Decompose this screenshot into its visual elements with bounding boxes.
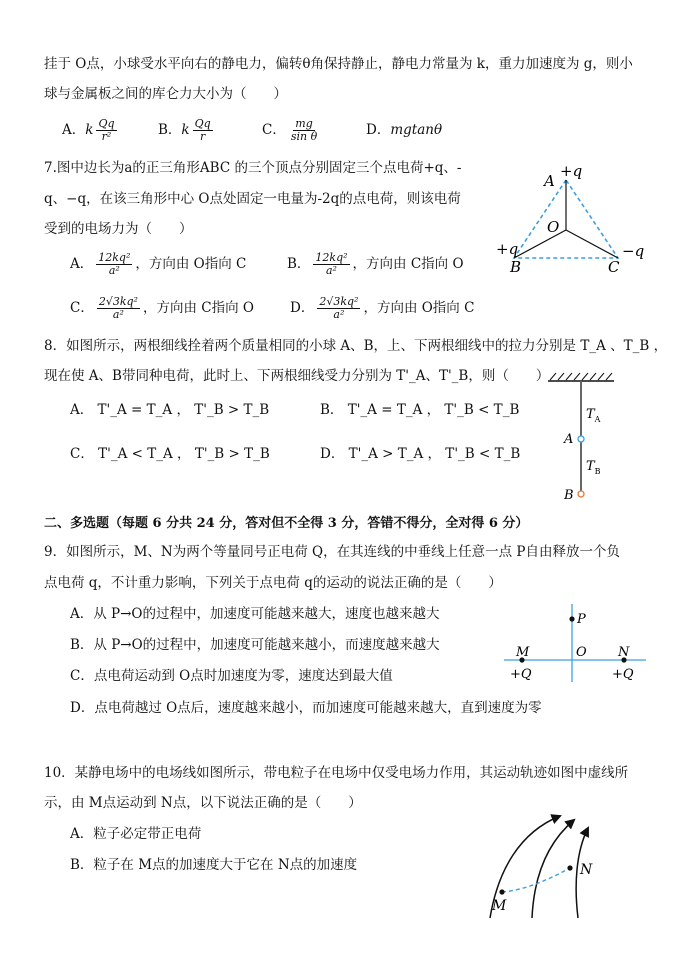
point-N	[567, 865, 572, 870]
q8-stem-line1: 8．如图所示，两根细线拴着两个质量相同的小球 A、B，上、下两根细线中的拉力分别是 T_A 、T_B ，	[44, 338, 668, 354]
q6-option-b[interactable]: B．k $\frac{Qq}{r}$	[158, 117, 211, 143]
label-A: A	[564, 432, 574, 447]
label-M: M	[516, 645, 530, 660]
q10-stem-line1: 10．某静电场中的电场线如图所示，带电粒子在电场中仅受电场力作用，其运动轨迹如图中虚线所	[44, 765, 629, 781]
q8-stem-line2: 现在使 A、B带同种电荷，此时上、下两根细线受力分别为 T'_A、T'_B，则（ ）	[44, 368, 550, 384]
q8-option-c[interactable]: C． T'_A < T_A ， T'_B > T_B	[70, 446, 270, 462]
q7-option-c[interactable]: C． $\frac{\text{2√3kq²}}{\text{a²}}$ ，方向由 C指向 O	[70, 295, 254, 321]
tension-B-label: $T_B$	[586, 459, 601, 476]
label-O: O	[547, 218, 560, 236]
label-B: B	[564, 488, 574, 503]
charge-N-value: +Q	[612, 667, 634, 682]
q6-option-c[interactable]: C． $\frac{mg}{\text{sin θ}}$	[262, 117, 318, 143]
label-O: O	[576, 645, 587, 660]
label-N: N	[580, 862, 593, 878]
q6-stem-line2: 球与金属板之间的库仑力大小为（ ）	[44, 86, 287, 102]
q9-option-d[interactable]: D．点电荷越过 O点后，速度越来越小，而加速度可能越来越大，直到速度为零	[70, 700, 542, 716]
line-OC	[566, 230, 618, 258]
charge-B: +q	[496, 240, 519, 258]
q7-stem-line2: q、−q，在该三角形中心 O点处固定一电量为-2q的点电荷，则该电荷	[44, 191, 461, 207]
section-multi-choice-heading: 二、多选题（每题 6 分共 24 分，答对但不全得 3 分，答错不得分，全对得 6 分）	[44, 516, 529, 531]
q10-option-b[interactable]: B．粒子在 M点的加速度大于它在 N点的加速度	[70, 857, 358, 873]
label-C: C	[608, 258, 620, 276]
q10-stem-line2: 示，由 M点运动到 N点，以下说法正确的是（ ）	[44, 795, 362, 811]
q8-option-a[interactable]: A． T'_A = T_A ， T'_B > T_B	[70, 402, 270, 418]
q6-option-d[interactable]: D．mgtanθ	[366, 122, 443, 138]
charge-A: +q	[560, 162, 583, 180]
q9-option-b[interactable]: B．从 P→O的过程中，加速度可能越来越小，而速度越来越大	[70, 637, 440, 653]
ceiling-hatch	[550, 373, 612, 380]
charge-C: −q	[622, 242, 645, 260]
charge-M-value: +Q	[510, 667, 532, 682]
tension-A-label: $T_A$	[586, 407, 601, 424]
q7-option-d[interactable]: D． $\frac{\text{2√3kq²}}{\text{a²}}$ ，方向由 O指向 C	[290, 295, 475, 321]
label-N: N	[618, 645, 630, 660]
q9-option-a[interactable]: A．从 P→O的过程中，加速度可能越来越大，速度也越来越大	[70, 606, 440, 622]
ball-A	[578, 436, 584, 442]
label-P: P	[577, 612, 586, 627]
q8-option-d[interactable]: D． T'_A > T_A ， T'_B < T_B	[320, 446, 521, 462]
point-P	[569, 616, 574, 621]
label-A: A	[544, 172, 555, 190]
q7-option-a[interactable]: A． $\frac{\text{12kq²}}{\text{a²}}$ ，方向由 O指向 C	[70, 251, 247, 277]
q6-option-a[interactable]: A．k $\frac{Qq}{\text{r²}}$	[62, 117, 115, 143]
point-M	[499, 889, 504, 894]
q7-stem-line3: 受到的电场力为（ ）	[44, 221, 193, 237]
q9-stem-line2: 点电荷 q，不计重力影响，下列关于点电荷 q的运动的说法正确的是（ ）	[44, 575, 502, 591]
q6-stem-line1: 挂于 O点，小球受水平向右的静电力，偏转θ角保持静止，静电力常量为 k，重力加速度为 g，则小	[44, 56, 633, 72]
q10-option-a[interactable]: A．粒子必定带正电荷	[70, 826, 202, 842]
q9-option-c[interactable]: C．点电荷运动到 O点时加速度为零，速度达到最大值	[70, 668, 393, 684]
q10-field-lines-figure	[470, 810, 600, 920]
q7-option-b[interactable]: B． $\frac{\text{12kq²}}{\text{a²}}$ ，方向由 C指向 O	[287, 251, 464, 277]
label-M: M	[492, 898, 507, 914]
q7-triangle-figure	[488, 160, 658, 280]
q7-stem-line1: 7.图中边长为a的正三角形ABC 的三个顶点分别固定三个点电荷+q、-	[44, 160, 462, 176]
ball-B	[578, 491, 584, 497]
q8-hanging-balls-figure	[544, 370, 624, 505]
q8-option-b[interactable]: B． T'_A = T_A ， T'_B < T_B	[320, 402, 520, 418]
label-B: B	[510, 258, 522, 276]
q9-stem-line1: 9．如图所示，M、N为两个等量同号正电荷 Q，在其连线的中垂线上任意一点 P自由释放一个负	[44, 544, 620, 560]
q9-charges-figure	[500, 600, 650, 685]
